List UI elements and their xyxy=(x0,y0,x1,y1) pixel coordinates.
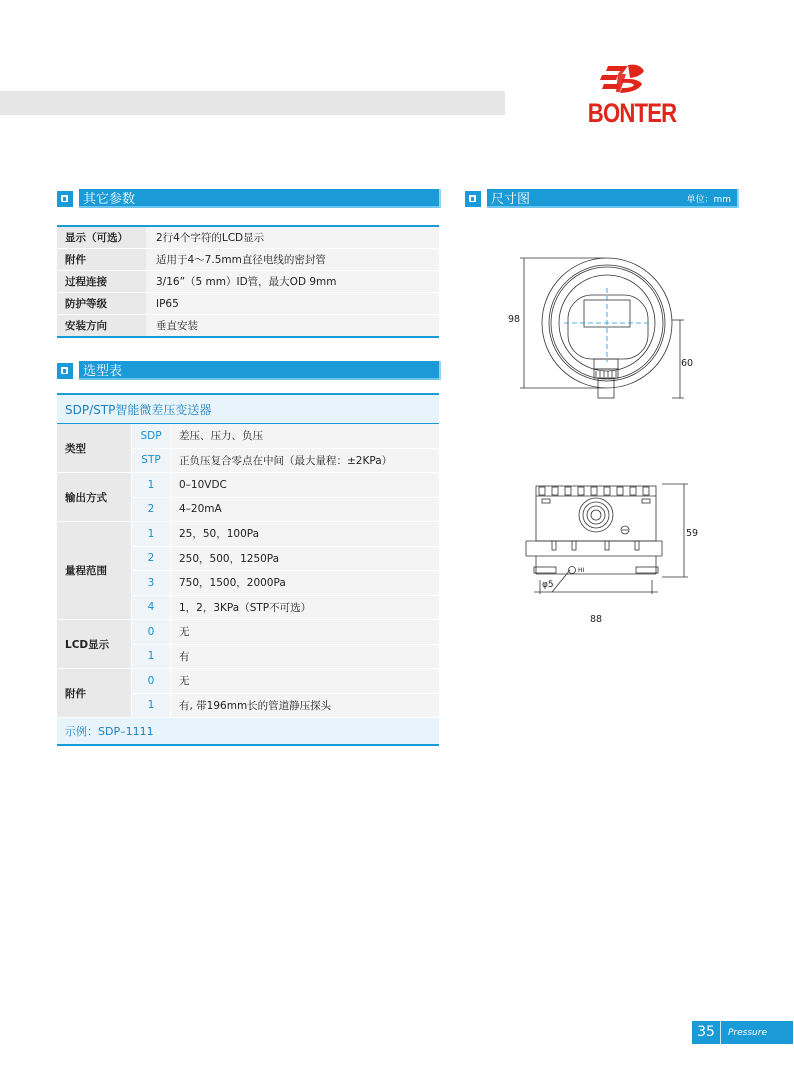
selection-desc: 25，50，100Pa xyxy=(171,522,440,547)
selection-desc: 1，2，3KPa（STP不可选） xyxy=(171,595,440,620)
header-band xyxy=(0,91,505,115)
selection-group-name: 输出方式 xyxy=(57,473,132,522)
param-key: 过程连接 xyxy=(57,271,146,293)
selection-desc: 有 xyxy=(171,644,440,669)
selection-desc: 无 xyxy=(171,669,440,694)
param-value: 2行4个字符的LCD显示 xyxy=(146,226,439,249)
selection-code: STP xyxy=(132,448,171,473)
selection-row xyxy=(57,473,439,498)
selection-desc: 750，1500，2000Pa xyxy=(171,571,440,596)
page-category: Pressure xyxy=(728,1027,767,1038)
param-value: 3/16”（5 mm）ID管，最大OD 9mm xyxy=(146,271,439,293)
params-row xyxy=(57,249,439,271)
section-icon xyxy=(465,191,481,207)
selection-code: 2 xyxy=(132,546,171,571)
selection-desc: 4–20mA xyxy=(171,497,440,522)
page-footer xyxy=(692,1021,793,1044)
top-view-drawing xyxy=(500,250,710,405)
params-section-title: 其它参数 xyxy=(79,189,439,208)
params-section-header xyxy=(57,189,439,208)
selection-code: SDP xyxy=(132,424,171,449)
selection-example: 示例：SDP–1111 xyxy=(57,718,439,746)
selection-row xyxy=(57,620,439,645)
selection-desc: 无 xyxy=(171,620,440,645)
selection-title: SDP/STP智能微差压变送器 xyxy=(57,394,439,424)
dims-unit: 单位：mm xyxy=(686,195,731,205)
selection-desc: 0–10VDC xyxy=(171,473,440,498)
select-section-title: 选型表 xyxy=(79,361,439,380)
selection-code: 1 xyxy=(132,522,171,547)
selection-example-row xyxy=(57,718,439,746)
param-value: IP65 xyxy=(146,293,439,315)
params-row xyxy=(57,226,439,249)
dim-98-label: 98 xyxy=(508,314,521,325)
bonter-logo-icon xyxy=(580,62,690,102)
dim-88-label: 88 xyxy=(590,614,603,625)
selection-row xyxy=(57,424,439,449)
param-value: 垂直安装 xyxy=(146,315,439,338)
selection-code: 0 xyxy=(132,620,171,645)
port-hi-label: HI xyxy=(578,567,585,574)
selection-code: 2 xyxy=(132,497,171,522)
params-row xyxy=(57,293,439,315)
params-row xyxy=(57,315,439,338)
dims-section-header xyxy=(465,189,737,208)
brand-name: BONTER xyxy=(587,98,677,128)
params-table xyxy=(57,225,439,338)
selection-desc: 差压、压力、负压 xyxy=(171,424,440,449)
dim-phi5-label: φ5 xyxy=(542,580,554,590)
dims-title: 尺寸图 xyxy=(491,192,531,207)
selection-desc: 正负压复合零点在中间（最大量程：±2KPa） xyxy=(171,448,440,473)
page-number: 35 xyxy=(692,1021,721,1044)
selection-code: 1 xyxy=(132,644,171,669)
param-key: 安装方向 xyxy=(57,315,146,338)
selection-row xyxy=(57,669,439,694)
selection-group-name: 附件 xyxy=(57,669,132,718)
selection-table xyxy=(57,393,439,746)
selection-code: 1 xyxy=(132,473,171,498)
params-row xyxy=(57,271,439,293)
selection-code: 3 xyxy=(132,571,171,596)
param-key: 附件 xyxy=(57,249,146,271)
param-key: 显示（可选） xyxy=(57,226,146,249)
dims-section-title xyxy=(487,189,737,208)
dim-59-label: 59 xyxy=(686,528,699,539)
select-section-header xyxy=(57,361,439,380)
selection-code: 4 xyxy=(132,595,171,620)
selection-row xyxy=(57,522,439,547)
brand-logo xyxy=(580,62,690,132)
selection-desc: 有, 带196mm长的管道静压探头 xyxy=(171,693,440,718)
param-value: 适用于4～7.5mm直径电线的密封管 xyxy=(146,249,439,271)
section-icon xyxy=(57,363,73,379)
selection-desc: 250，500，1250Pa xyxy=(171,546,440,571)
selection-group-name: 量程范围 xyxy=(57,522,132,620)
front-view-drawing xyxy=(522,480,722,630)
selection-group-name: LCD显示 xyxy=(57,620,132,669)
selection-code: 0 xyxy=(132,669,171,694)
param-key: 防护等级 xyxy=(57,293,146,315)
section-icon xyxy=(57,191,73,207)
dim-60-label: 60 xyxy=(681,358,694,369)
selection-code: 1 xyxy=(132,693,171,718)
selection-group-name: 类型 xyxy=(57,424,132,473)
